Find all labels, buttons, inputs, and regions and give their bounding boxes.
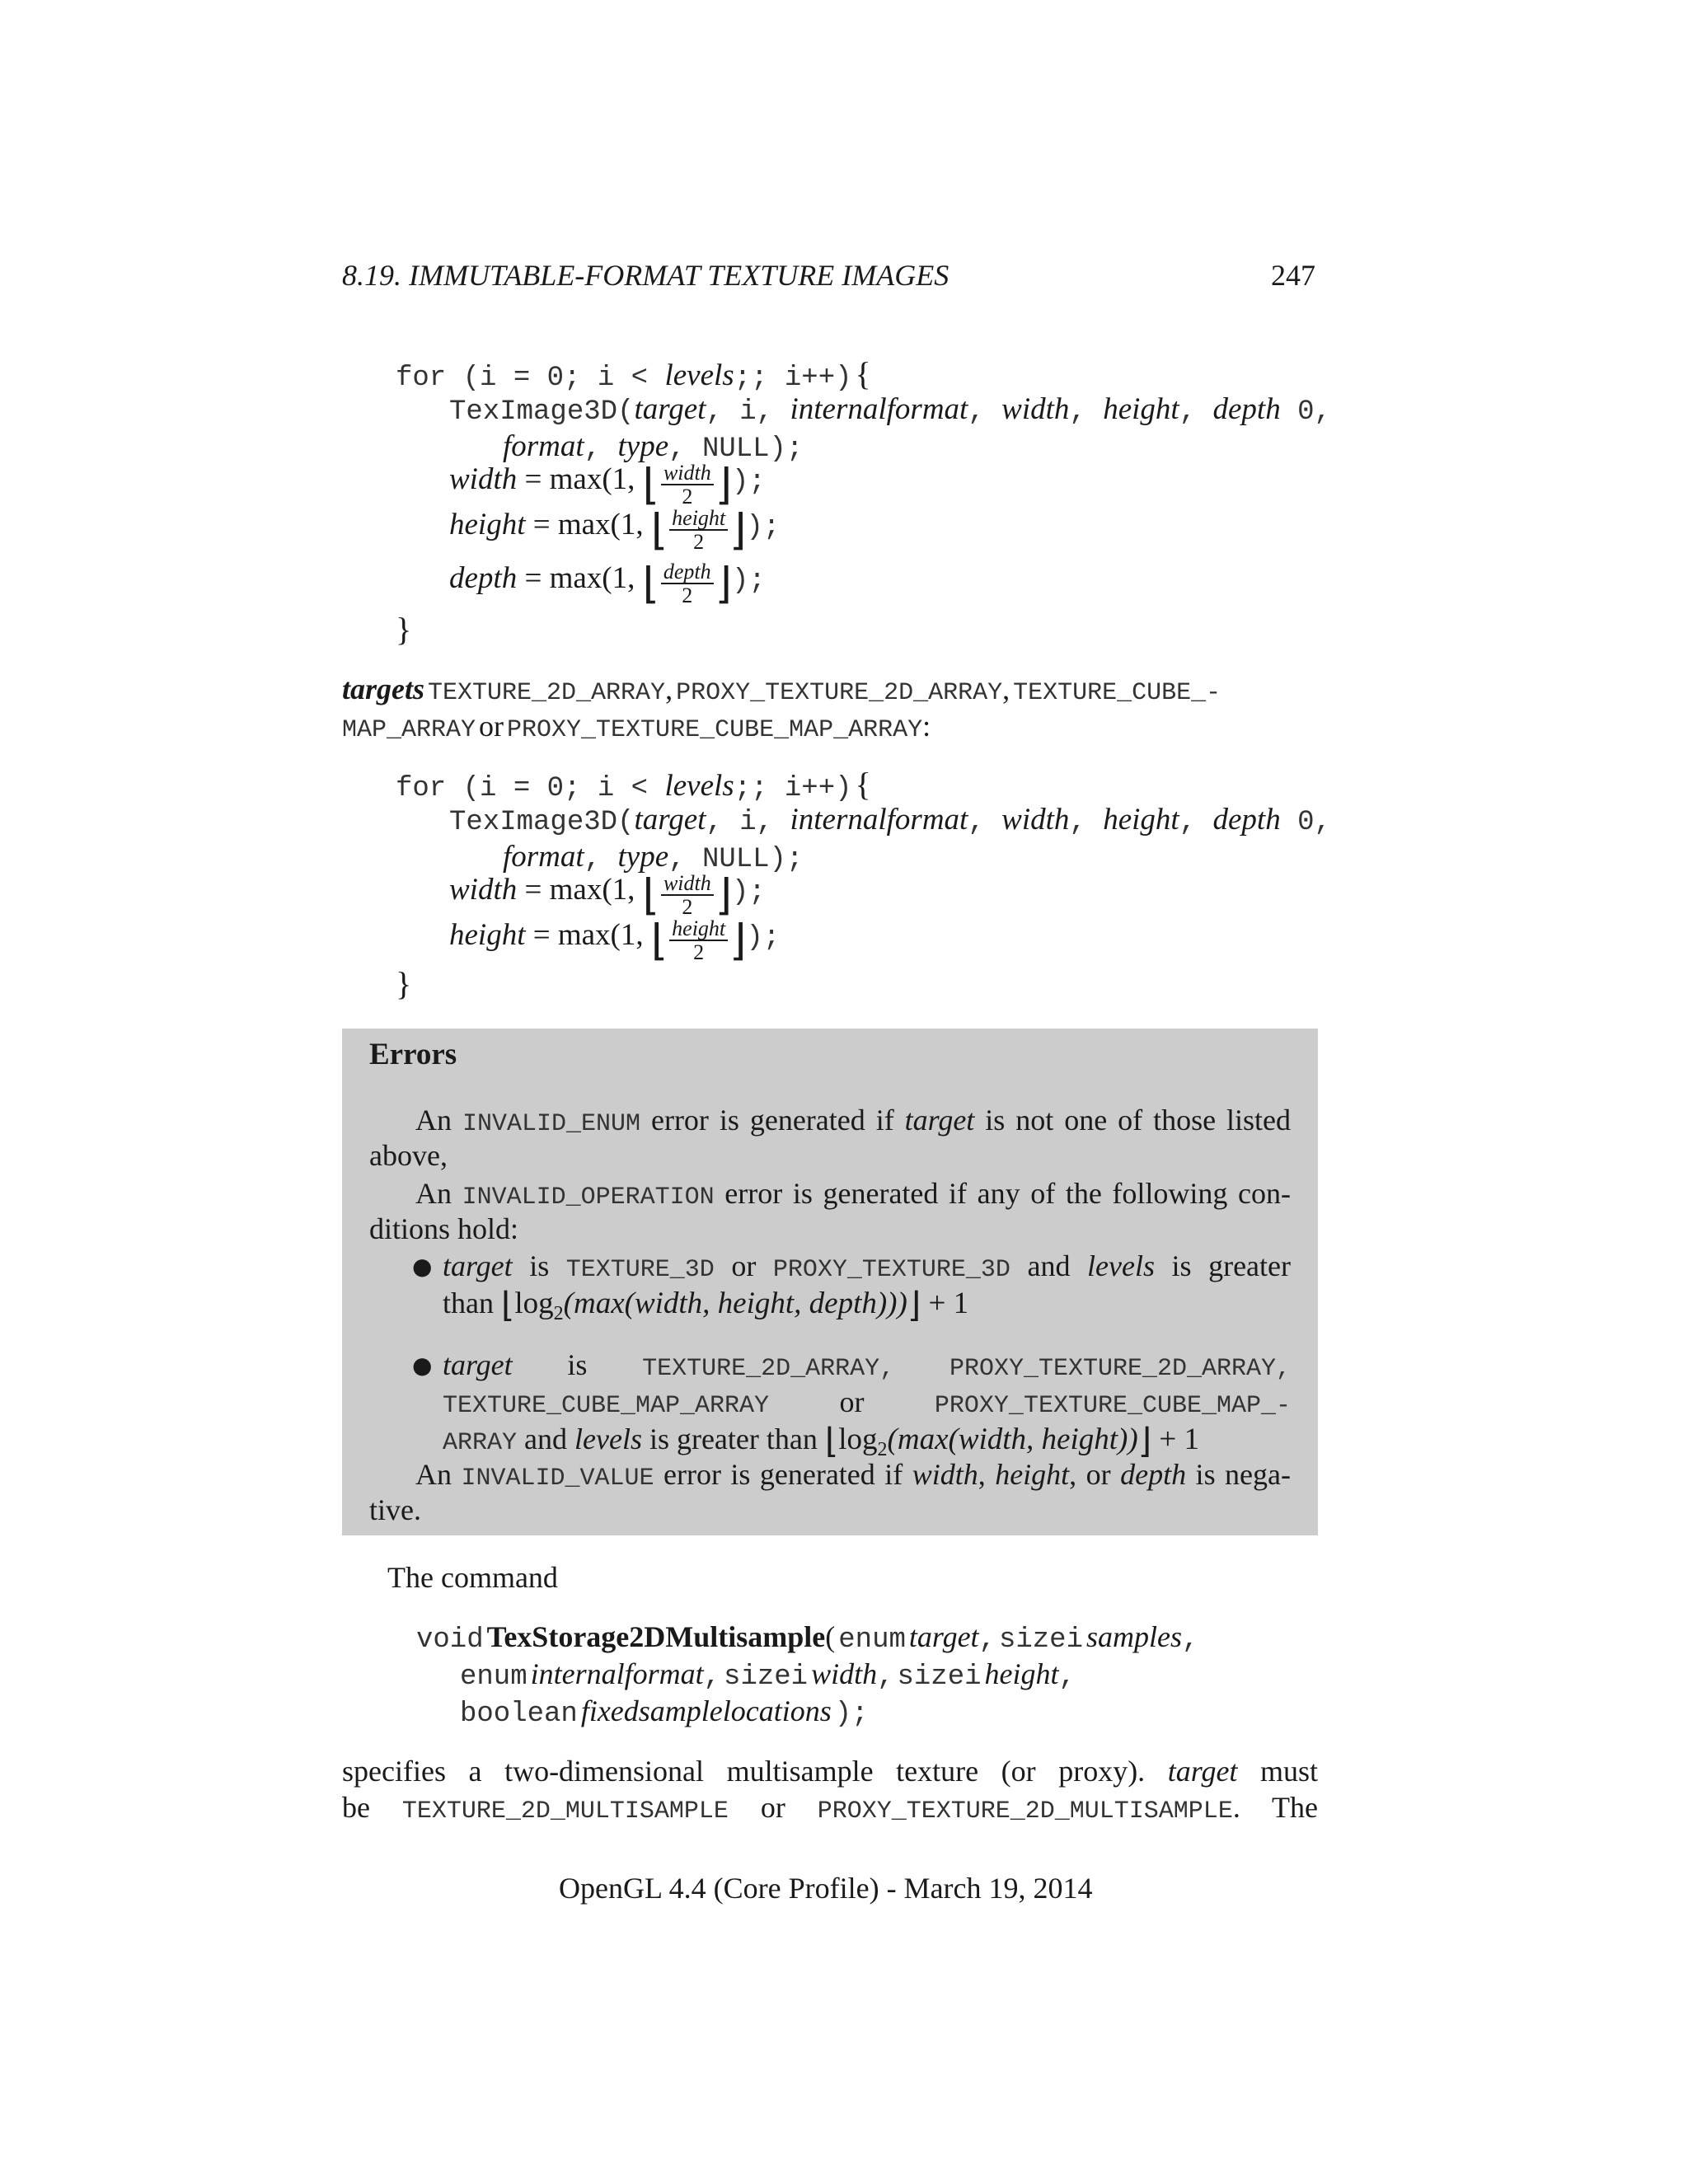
code-close-brace-2: }	[396, 965, 412, 1002]
targets-paragraph-line-1: targets TEXTURE_2D_ARRAY, PROXY_TEXTURE_2D_ARRAY, TEXTURE_CUBE_-	[342, 673, 1221, 707]
errors-title: Errors	[369, 1038, 457, 1071]
code-close-brace-1: }	[396, 611, 412, 648]
errors-para-2: An INVALID_OPERATION error is generated if any of the following con- ditions hold:	[369, 1177, 1291, 1245]
code-teximage3d-call-2: TexImage3D(target, i, internalformat, width, height, depth 0,	[449, 803, 1331, 838]
section-header: 8.19. IMMUTABLE-FORMAT TEXTURE IMAGES	[342, 259, 950, 292]
code-height-assign-1: height = max(1, ⌊ $\frac{\text{height}}{2}$ ⌋);	[449, 506, 781, 555]
code-teximage3d-call-1: TexImage3D(target, i, internalformat, width, height, depth 0,	[449, 392, 1331, 428]
code-depth-assign-1: depth = max(1, ⌊ $\frac{\text{depth}}{2}$ ⌋);	[449, 560, 766, 608]
errors-bullet-2: target is TEXTURE_2D_ARRAY, PROXY_TEXTURE_2D_ARRAY, TEXTURE_CUBE_MAP_ARRAY or PROXY_TEXTURE_CUBE_MAP_- ARRAY and levels is greater than $⌊\log_2(\max(width$, height))⌋ + 1	[443, 1348, 1292, 1461]
code-width-assign-1: width = max(1, ⌊ $\frac{\text{width}}{2}$ ⌋);	[449, 461, 766, 509]
code-for-line-1: for (i = 0; i < levels;; i++) {	[396, 355, 871, 394]
errors-para-3: An INVALID_VALUE error is generated if width, height, or depth is nega- tive.	[369, 1458, 1291, 1526]
code-format-line-1: format, type, NULL);	[503, 429, 804, 465]
errors-bullet-1: target is TEXTURE_3D or PROXY_TEXTURE_3D and levels is greater than $⌊\log_2(\max(width$, height, depth)))⌋ + 1	[443, 1249, 1291, 1325]
page-number: 247	[1271, 259, 1315, 292]
code-width-assign-2: width = max(1, ⌊ $\frac{\text{width}}{2}$ ⌋);	[449, 871, 766, 920]
command-signature-line-3: boolean fixedsamplelocations );	[460, 1694, 869, 1730]
bullet-2-marker: ●	[412, 1352, 433, 1379]
bullet-1-marker: ●	[412, 1253, 433, 1280]
command-signature-line-1: void TexStorage2DMultisample( enum target, sizei samples,	[416, 1620, 1199, 1656]
code-for-line-2: for (i = 0; i < levels;; i++) {	[396, 766, 871, 804]
code-height-assign-2: height = max(1, ⌊ $\frac{\text{height}}{2}$ ⌋);	[449, 916, 781, 965]
command-name: TexStorage2DMultisample	[486, 1620, 826, 1653]
footer: OpenGL 4.4 (Core Profile) - March 19, 2014	[559, 1872, 1093, 1905]
errors-para-1: An INVALID_ENUM error is generated if target is not one of those listed above,	[369, 1104, 1292, 1172]
code-format-line-2: format, type, NULL);	[503, 840, 804, 875]
targets-paragraph-line-2: MAP_ARRAY or PROXY_TEXTURE_CUBE_MAP_ARRAY:	[342, 710, 931, 744]
command-signature-line-2: enum internalformat, sizei width, sizei height,	[460, 1657, 1076, 1693]
final-paragraph: specifies a two-dimensional multisample texture (or proxy). target must be TEXTURE_2D_MULTISAMPLE or PROXY_TEXTURE_2D_MULTISAMPLE. The	[342, 1755, 1319, 1825]
command-intro: The command	[387, 1561, 558, 1594]
